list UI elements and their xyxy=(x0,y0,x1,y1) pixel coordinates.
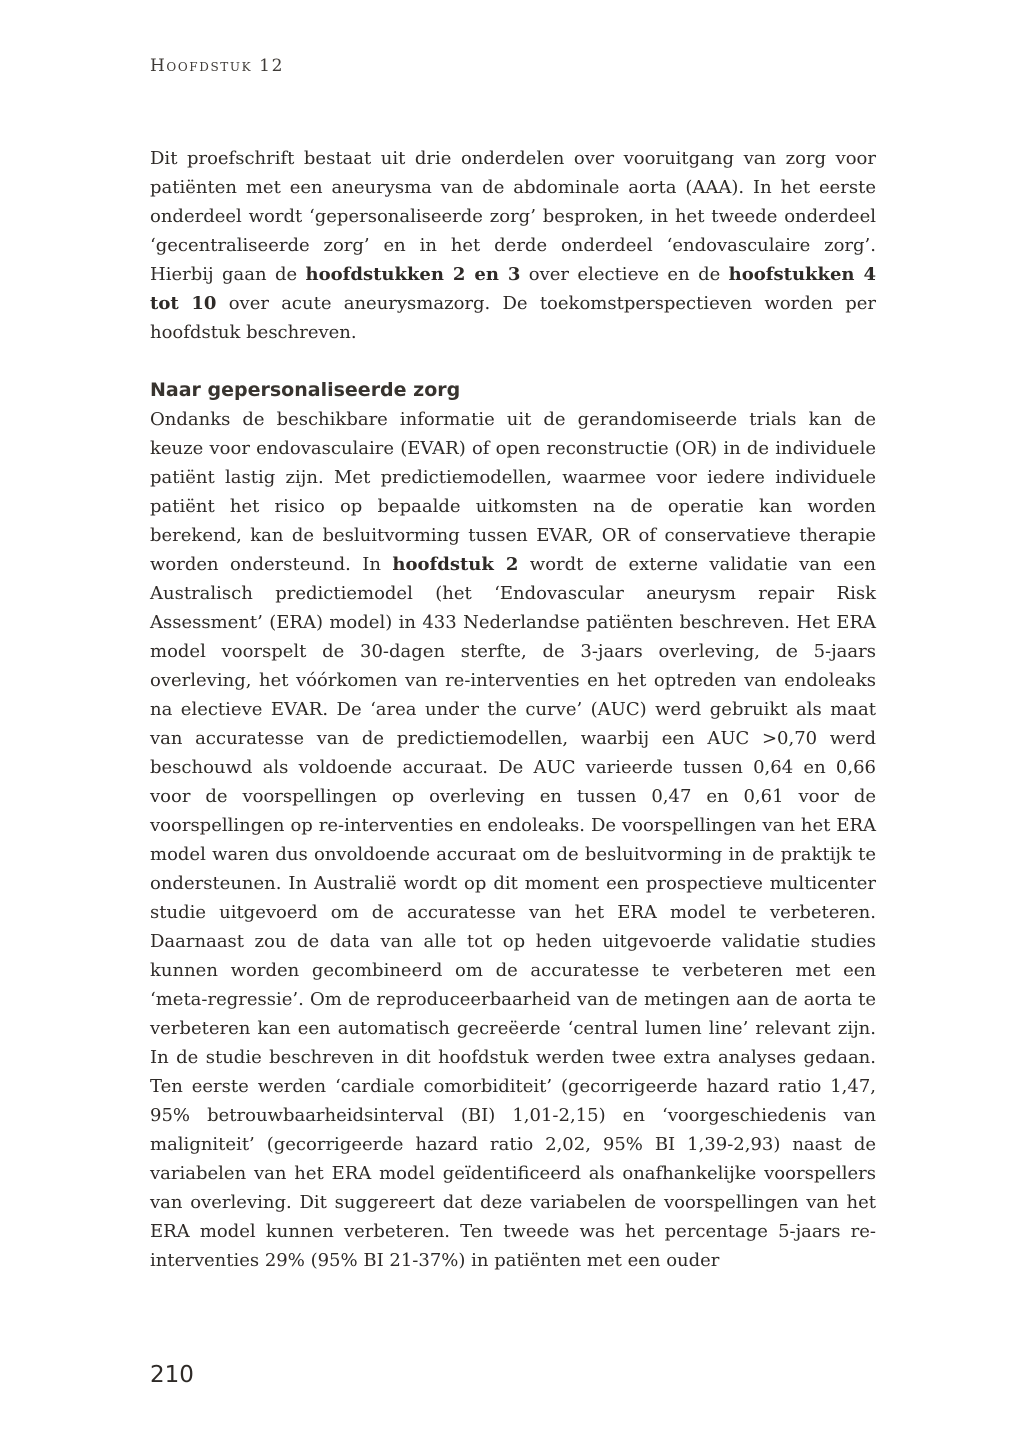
page-content xyxy=(150,56,876,1275)
bold-text-run: hoofstukken 4 tot 10 xyxy=(150,264,876,314)
section-heading: Naar gepersonaliseerde zorg xyxy=(150,379,461,401)
bold-text-run: hoofdstuk 2 xyxy=(392,554,519,575)
running-header: Hoofdstuk 12 xyxy=(150,56,284,76)
bold-text-run: hoofdstukken 2 en 3 xyxy=(305,264,521,285)
section-paragraph xyxy=(150,405,876,1275)
intro-paragraph xyxy=(150,144,876,347)
text-run: over acute aneurysmazorg. De toekomstperspectieven worden per hoofdstuk beschreven. xyxy=(150,293,877,343)
text-run: over electieve en de xyxy=(520,264,729,285)
page-number: 210 xyxy=(150,1362,194,1388)
text-run: Ondanks de beschikbare informatie uit de gerandomiseerde trials kan de keuze voor endovasculaire (EVAR) of open reconstructie (OR) in de individuele patiënt lastig zijn. Met predictiemodellen, waarmee voor iedere individuele patiënt het risico op bepaalde uitkomsten na de operatie kan worden berekend, kan de besluitvorming tussen EVAR, OR of conservatieve therapie worden ondersteund. In xyxy=(150,409,876,575)
text-run: wordt de externe validatie van een Australisch predictiemodel (het ‘Endovascular aneurysm repair Risk Assessment’ (ERA) model) in 433 Nederlandse patiënten beschreven. Het ERA model voorspelt de 30-dagen sterfte, de 3-jaars overleving, de 5-jaars overleving, het vóórkomen van re-interventies en het optreden van endoleaks na electieve EVAR. De ‘area under the curve’ (AUC) werd gebruikt als maat van accuratesse van de predictiemodellen, waarbij een AUC >0,70 werd beschouwd als voldoende accuraat. De AUC varieerde tussen 0,64 en 0,66 voor de voorspellingen op overleving en tussen 0,47 en 0,61 voor de voorspellingen op re-interventies en endoleaks. De voorspellingen van het ERA model waren dus onvoldoende accuraat om de besluitvorming in de praktijk te ondersteunen. In Australië wordt op dit moment een prospectieve multicenter studie uitgevoerd om de accuratesse van het ERA model te verbeteren. Daarnaast zou de data van alle tot op heden uitgevoerde validatie studies kunnen worden gecombineerd om de accuratesse te verbeteren met een ‘meta-regressie’. Om de reproduceerbaarheid van de metingen aan de aorta te verbeteren kan een automatisch gecreëerde ‘central lumen line’ relevant zijn. In de studie beschreven in dit hoofdstuk werden twee extra analyses gedaan. Ten eerste werden ‘cardiale comorbiditeit’ (gecorrigeerde hazard ratio 1,47, 95% betrouwbaarheidsinterval (BI) 1,01-2,15) en ‘voorgeschiedenis van maligniteit’ (gecorrigeerde hazard ratio 2,02, 95% BI 1,39-2,93) naast de variabelen van het ERA model geïdentificeerd als onafhankelijke voorspellers van overleving. Dit suggereert dat deze variabelen de voorspellingen van het ERA model kunnen verbeteren. Ten tweede was het percentage 5-jaars re-interventies 29% (95% BI 21-37%) in patiënten met een ouder xyxy=(150,554,877,1271)
text-run: Dit proefschrift bestaat uit drie onderdelen over vooruitgang van zorg voor patiënten met een aneurysma van de abdominale aorta (AAA). In het eerste onderdeel wordt ‘gepersonaliseerde zorg’ besproken, in het tweede onderdeel ‘gecentraliseerde zorg’ en in het derde onderdeel ‘endovasculaire zorg’. Hierbij gaan de xyxy=(150,148,876,285)
